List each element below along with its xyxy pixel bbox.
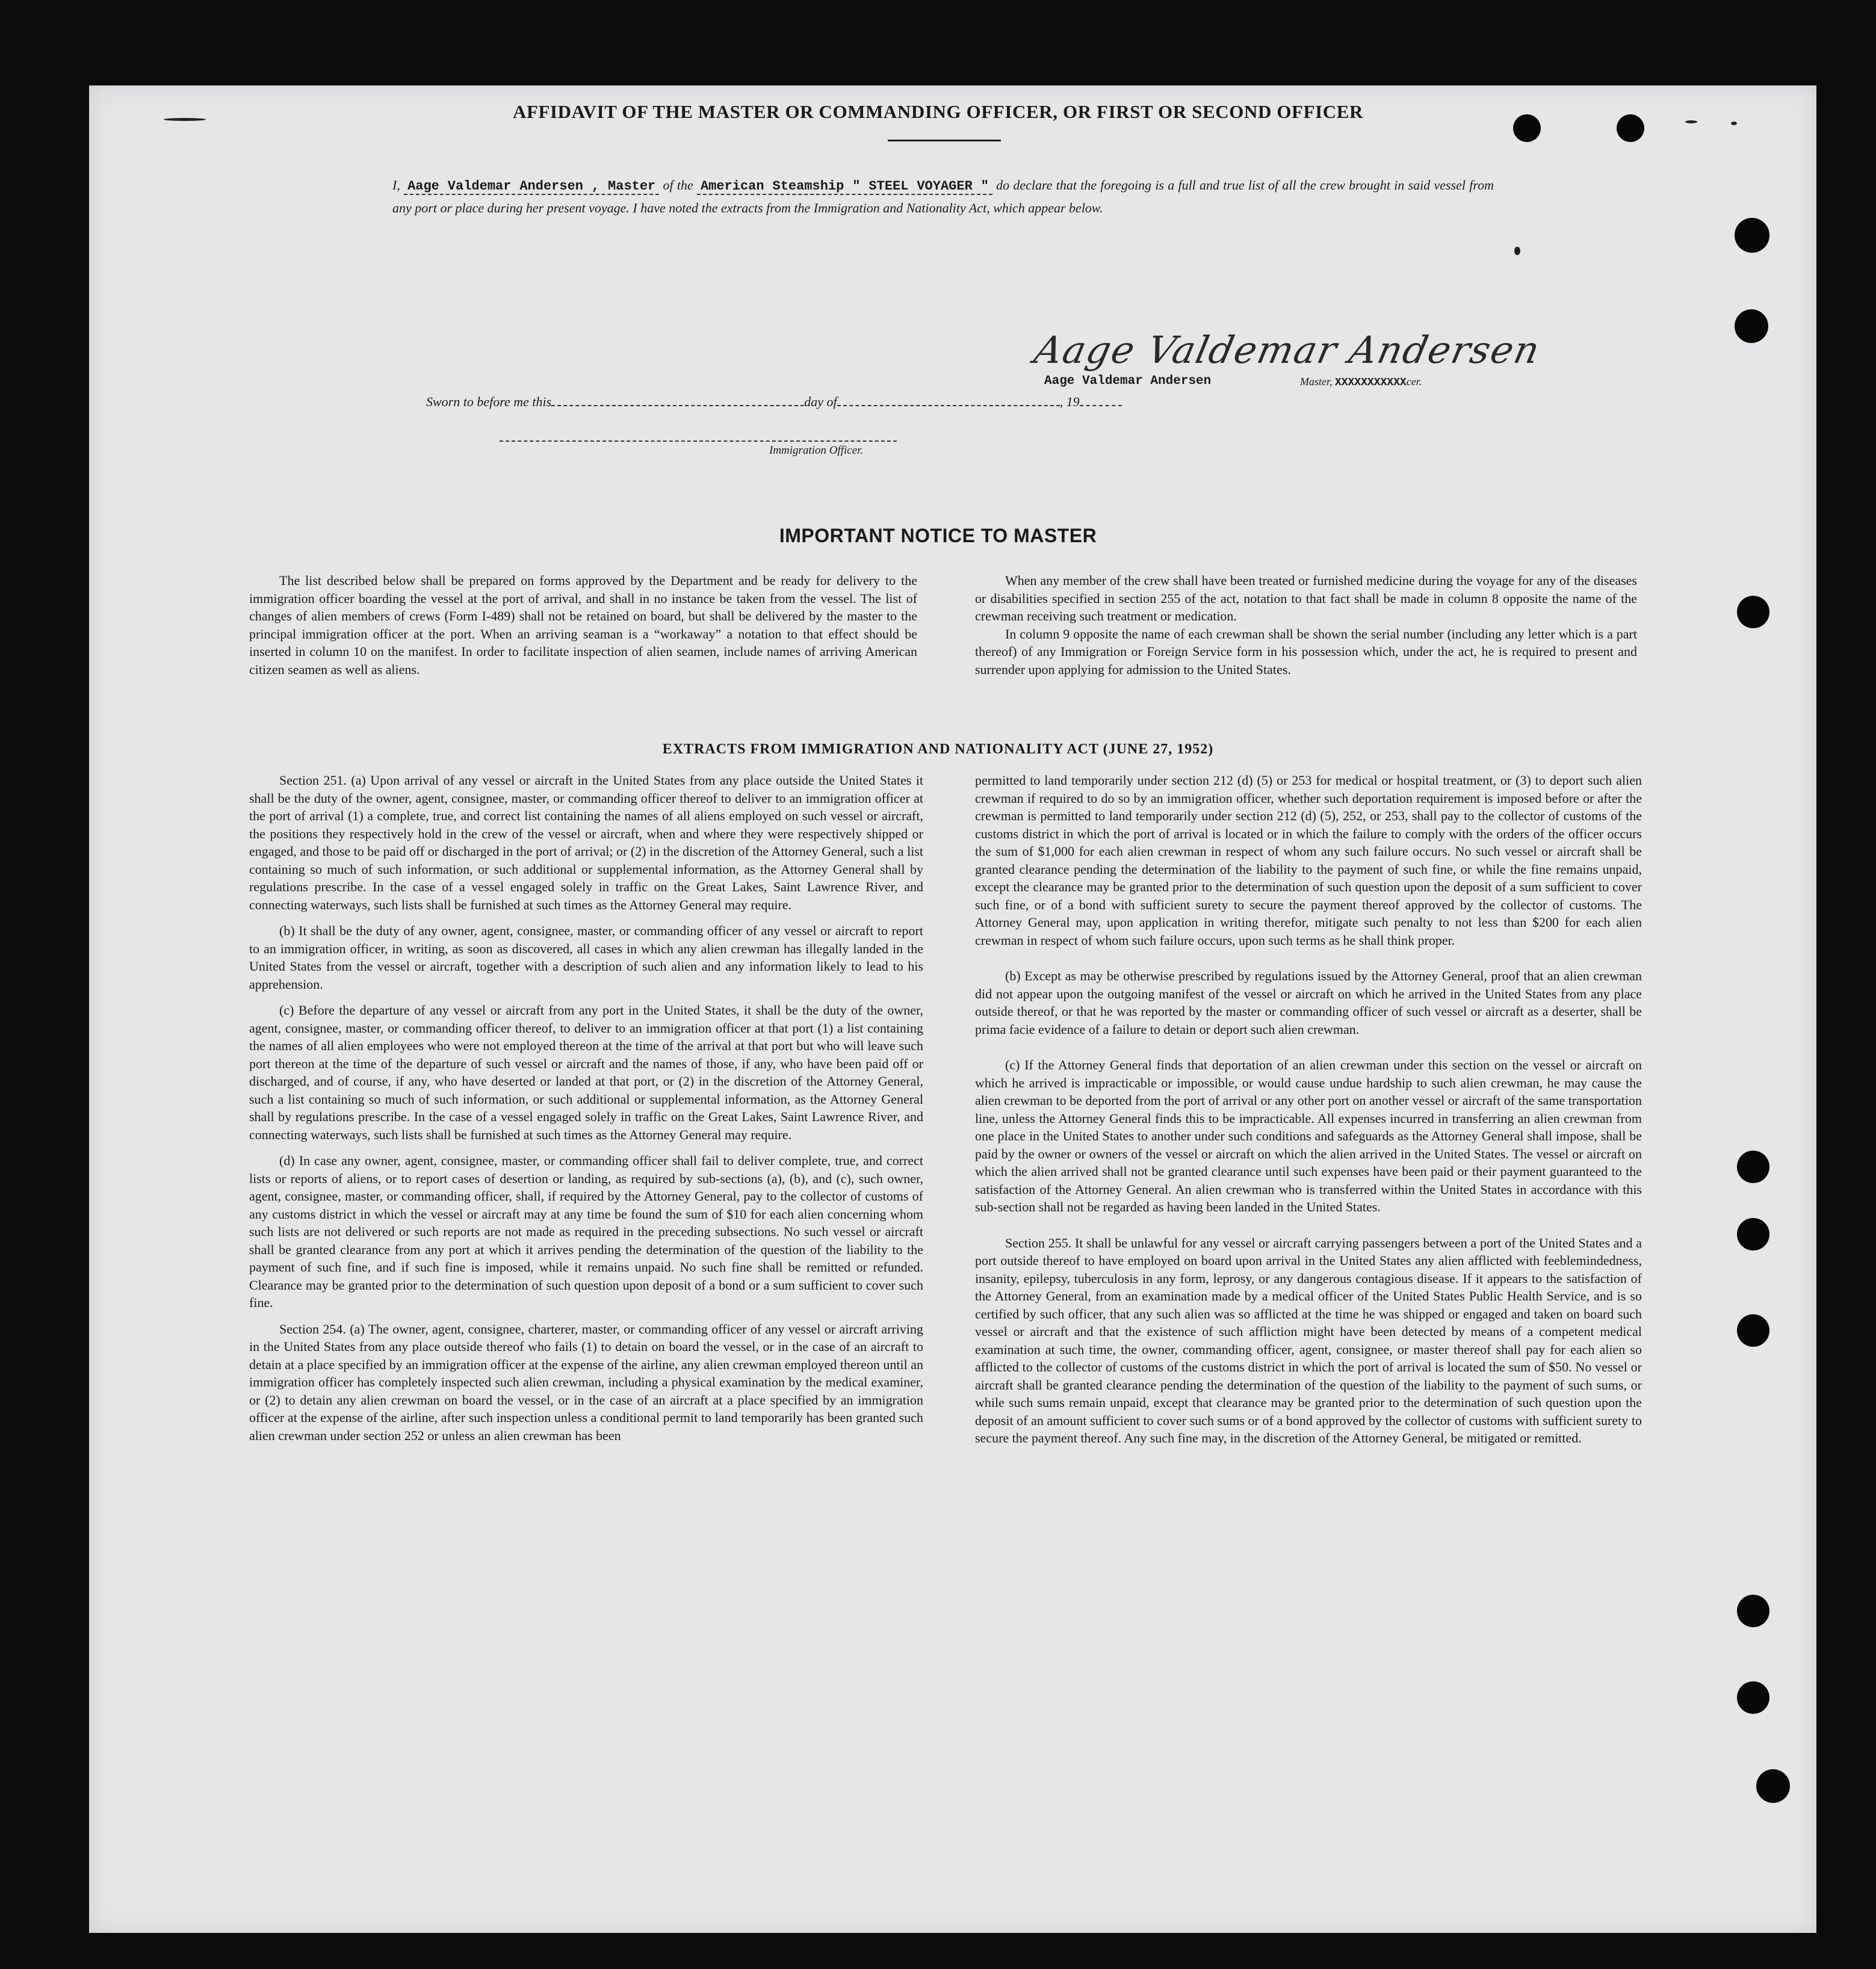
extracts-left-column: [249, 771, 923, 1444]
year-blank: [1080, 394, 1122, 406]
title-divider: [888, 140, 1001, 141]
day-blank: [551, 394, 804, 406]
notice-paragraph: When any member of the crew shall have been treated or furnished medicine during the voyage for any of the diseases or disabilities specified in section 255 of the act, notation to that fact shall be made in column 8 opposite the name of the crewman receiving such treatment or medication.: [975, 573, 1637, 623]
month-blank: [837, 394, 1060, 406]
notice-paragraph: The list described below shall be prepared on forms approved by the Department and be ready for delivery to the immigration officer boarding the vessel at the port of arrival, and shall in no instance be taken from the vessel. The list of changes of alien members of crews (Form I-489) shall not be retained on board, but shall be delivered by the master to the principal immigration officer at the port. When an arriving seaman is a “workaway” a notation to that effect should be inserted in column 10 on the manifest. In order to facilitate inspection of alien seamen, include names of arriving American citizen seamen as well as aliens.: [249, 573, 917, 677]
signature-title-prefix: Master,: [1300, 376, 1333, 388]
declaration: [392, 175, 1494, 219]
notice-title: IMPORTANT NOTICE TO MASTER: [779, 525, 1097, 546]
vessel-name: American Steamship " STEEL VOYAGER ": [697, 179, 992, 195]
notice-right-column: [975, 572, 1637, 678]
section-251-d: (d) In case any owner, agent, consignee, master, or commanding officer shall fail to deliver complete, true, and correct lists or reports of aliens, or to report cases of desertion or landing, as required by sub-sections (a), (b), and (c), such owner, agent, consignee, master, or commanding officer, shall, if required by the Attorney General, pay to the collector of customs of any customs district in which the vessel or aircraft may at any time be found the sum of $10 for each alien concerning whom such lists are not delivered or such reports are not made as required in the preceding subsections. No such vessel or aircraft shall be granted clearance from any port at which it arrives pending the determination of the question of the liability to the payment of such fine, and if such fine is imposed, while it remains unpaid. No such fine shall be remitted or refunded. Clearance may be granted prior to the determination of such question upon deposit of a bond or a sum sufficient to cover such fine.: [249, 1153, 923, 1310]
section-254-a-continued: permitted to land temporarily under section 212 (d) (5) or 253 for medical or hospital treatment, or (3) to deport such alien crewman if required to do so by an immigration officer, whether such deportation requirement is imposed before or after the crewman is permitted to land temporarily under section 212 (d) (5), 252, or 253, shall pay to the collector of customs of the customs district in which the port of arrival is located or in which the failure to comply with the orders of the officer occurs the sum of $1,000 for each alien crewman in respect of whom any such failure occurs. No such vessel or aircraft shall be granted clearance pending the determination of the liability to the payment of such fine, or while the fine remains unpaid, except the clearance may be granted prior to the determination of such question upon the deposit of a sum sufficient to cover such fine, or of a bond with sufficient surety to secure the payment thereof approved by the collector of customs. The Attorney General may, upon application in writing therefor, mitigate such penalty to not less than $200 for each alien crewman in respect of whom such failure occurs, upon such terms as he shall think proper.: [975, 773, 1642, 948]
punch-hole: [1737, 1595, 1769, 1627]
punch-hole: [1737, 1314, 1769, 1347]
declaration-do-declare: do declare: [996, 178, 1053, 193]
section-251-a: Section 251. (a) Upon arrival of any vessel or aircraft in the United States from any place outside the United States it shall be the duty of the owner, agent, consignee, master, or commanding officer thereof to deliver to an immigration officer at the port of arrival (1) a complete, true, and correct list containing the names of all aliens employed on such vessel or aircraft, the positions they respectively hold in the crew of the vessel or aircraft, when and where they were respectively shipped or engaged, and those to be paid off or discharged in the port of arrival; or (2) in the discretion of the Attorney General, such a list containing so much of such information, or such additional or supplemental information, as the Attorney General shall by regulations prescribe. In the case of a vessel engaged solely in traffic on the Great Lakes, Saint Lawrence River, and connecting waterways, such lists shall be furnished at such times as the Attorney General may require.: [249, 773, 923, 912]
signature-title: [1300, 376, 1422, 389]
punch-hole: [1756, 1769, 1790, 1803]
immigration-officer-signature-line: [500, 440, 897, 442]
punch-hole: [1737, 1681, 1769, 1714]
master-name: Aage Valdemar Andersen , Master: [404, 179, 659, 195]
extracts-right-column: [975, 771, 1642, 1447]
punch-hole: [1737, 1151, 1769, 1183]
punch-hole: [1735, 309, 1768, 343]
sworn-year: , 19: [1059, 394, 1080, 409]
punch-hole: [1737, 596, 1769, 628]
section-254-b: (b) Except as may be otherwise prescribed by regulations issued by the Attorney General, proof that an alien crewman did not appear upon the outgoing manifest of the vessel or aircraft on which he arrived in the United States from any place outside thereof, or that he was reported by the master or commanding officer of such vessel or aircraft as a deserter, shall be prima facie evidence of a failure to detain or deport such alien crewman.: [975, 968, 1642, 1037]
declaration-i: I,: [392, 178, 400, 193]
extracts-title: EXTRACTS FROM IMMIGRATION AND NATIONALITY ACT (JUNE 27, 1952): [662, 741, 1214, 757]
section-251-c: (c) Before the departure of any vessel or aircraft from any port in the United States, it shall be the duty of the owner, agent, consignee, master, or commanding officer thereof, to deliver to an immigration officer at that port (1) a list containing the names of all alien employees who were not employed thereon at the time of the arrival at that port but who will leave such port thereon at the time of the departure of such vessel or aircraft and the names of those, if any, who have been paid off or discharged, and of course, if any, who have deserted or landed at that port, or (2) in the discretion of the Attorney General, such a list containing so much of such information, or such additional or supplemental information, as the Attorney General shall by regulations prescribe. In the case of a vessel engaged solely in traffic on the Great Lakes, Saint Lawrence River, and connecting waterways, such lists shall be furnished at such times as the Attorney General may require.: [249, 1003, 923, 1142]
notice-left-column: [249, 572, 917, 678]
section-254-a: Section 254. (a) The owner, agent, consignee, charterer, master, or commanding officer of any vessel or aircraft arriving in the United States from any place outside thereof who fails (1) to detain on board the vessel, or in the case of an aircraft to detain at a place specified by an immigration officer at the expense of the airline, any alien crewman employed thereon until an immigration officer has completely inspected such alien crewman, including a physical examination by the medical examiner, or (2) to detain any alien crewman on board the vessel, or in the case of an aircraft at a place specified by an immigration officer at the expense of the airline, after such inspection unless a conditional permit to land temporarily has been granted such alien crewman under section 252 or unless an alien crewman has been: [249, 1321, 923, 1443]
affidavit-title: AFFIDAVIT OF THE MASTER OR COMMANDING OFFICER, OR FIRST OR SECOND OFFICER: [512, 101, 1364, 122]
declaration-body: that the foregoing is a full and true list of all the crew brought in said vessel from any port or place during her present voyage. I have noted the extracts from the Immigration and Nationality Act, which appear below.: [392, 178, 1494, 215]
notice-paragraph: In column 9 opposite the name of each crewman shall be shown the serial number (including any letter which is a part thereof) of any Immigration or Foreign Service form in his possession which, under the act, he is required to present and surrender upon applying for admission to the United States.: [975, 626, 1637, 677]
punch-hole: [1737, 1218, 1769, 1250]
signature-title-struck: XXXXXXXXXXX: [1335, 377, 1407, 389]
section-255: Section 255. It shall be unlawful for any vessel or aircraft carrying passengers between a port of the United States and a port outside thereof to have employed on board upon arrival in the United States any alien afflicted with feeblemindedness, insanity, epilepsy, tuberculosis in any form, leprosy, or any dangerous contagious disease. If it appears to the satisfaction of the Attorney General, from an examination made by a medical officer of the United States Public Health Service, and is so certified by such officer, that any such alien was so afflicted at the time he was shipped or engaged and taken on board such vessel or aircraft and that the existence of such affliction might have been detected by means of a competent medical examination at such time, the owner, commanding officer, agent, consignee, or master thereof shall pay for each alien so afflicted to the collector of customs of the customs district in which the port of arrival is located the sum of $50. No vessel or aircraft shall be granted clearance pending the determination of the question of the liability to the payment of such sums, or while such sums remain unpaid, except that clearance may be granted prior to the determination of such question upon the deposit of an amount sufficient to cover such sums or of a bond approved by the collector of customs with sufficient surety to secure the payment thereof. Any such fine may, in the discretion of the Attorney General, be mitigated or remitted.: [975, 1235, 1642, 1445]
immigration-officer-label: Immigration Officer.: [769, 444, 864, 457]
declaration-of-the: of the: [663, 178, 693, 193]
sworn-line: [426, 394, 1122, 410]
handwritten-signature: Aage Valdemar Andersen: [1030, 328, 1545, 372]
signature-title-suffix: cer.: [1406, 376, 1422, 388]
typed-signature-name: Aage Valdemar Andersen: [1044, 374, 1212, 388]
sworn-prefix: Sworn to before me this: [426, 394, 552, 409]
ink-speck: [1514, 247, 1520, 255]
section-254-c: (c) If the Attorney General finds that deportation of an alien crewman under this section on the vessel or aircraft on which he arrived is impracticable or impossible, or would cause undue hardship to such alien crewman, he may cause the alien crewman to be deported from the port of arrival or any other port on another vessel or aircraft of the same transportation line, unless the Attorney General finds this to be impracticable. All expenses incurred in transferring an alien crewman from one place in the United States to another under such conditions and safeguards as the Attorney General shall impose, shall be paid by the owner or owners of the vessel or aircraft on which the alien arrived in the United States. The vessel or aircraft on which the alien arrived shall not be granted clearance until such expenses have been paid or their payment guaranteed to the satisfaction of the Attorney General. An alien crewman who is transferred within the United States in accordance with this sub-section shall not be regarded as having been landed in the United States.: [975, 1057, 1642, 1214]
section-251-b: (b) It shall be the duty of any owner, agent, consignee, master, or commanding officer of any vessel or aircraft to report to an immigration officer, in writing, as soon as discovered, all cases in which any alien crewman has illegally landed in the United States from the vessel or aircraft, together with a description of such alien and any information likely to lead to his apprehension.: [249, 923, 923, 992]
punch-hole: [1735, 218, 1769, 253]
sworn-day-of: day of: [804, 394, 837, 409]
